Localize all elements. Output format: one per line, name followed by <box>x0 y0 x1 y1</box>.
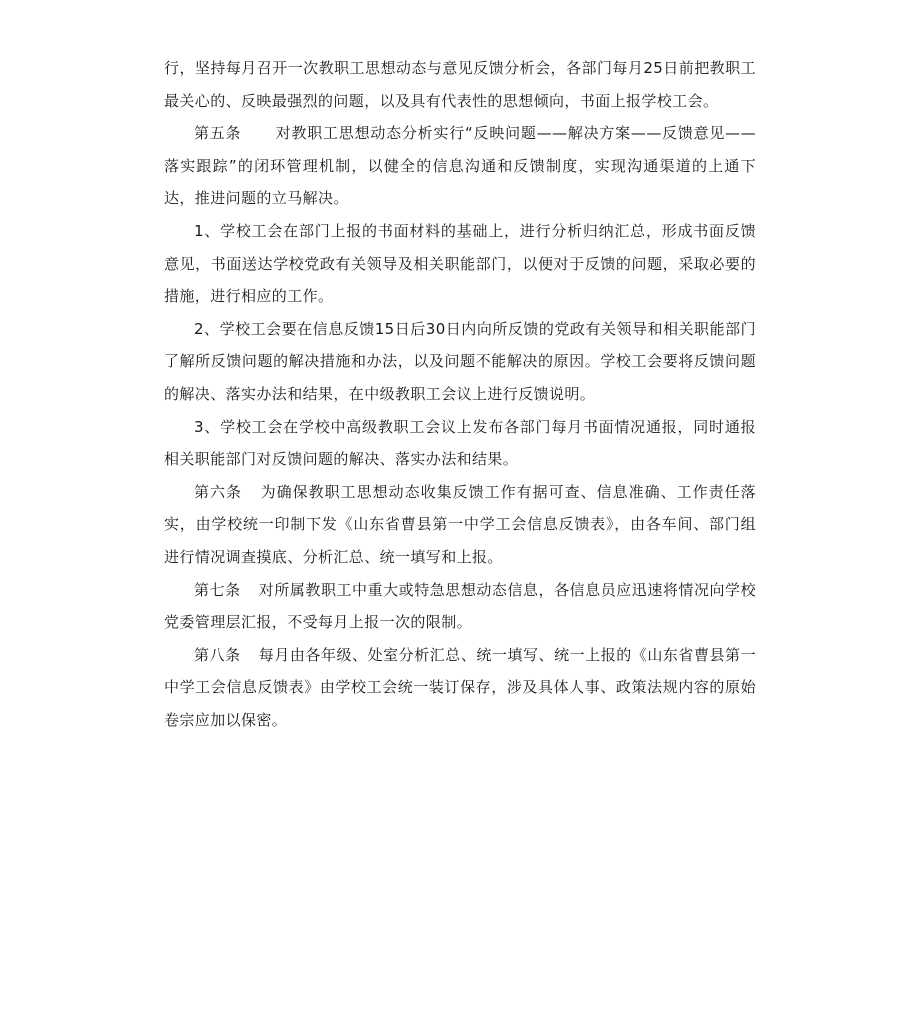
paragraph-item-1 <box>164 215 756 313</box>
paragraph-text: 每月由各年级、处室分析汇总、统一填写、统一上报的《山东省曹县第一中学工会信息反馈表》由学校工会统一装订保存，涉及具体人事、政策法规内容的原始卷宗应加以保密。 <box>164 645 757 729</box>
paragraph-text: 对所属教职工中重大或特急思想动态信息，各信息员应迅速将情况向学校党委管理层汇报，不受每月上报一次的限制。 <box>164 580 757 632</box>
paragraph-text: 对教职工思想动态分析实行“反映问题——解决方案——反馈意见——落实跟踪”的闭环管理机制，以健全的信息沟通和反馈制度，实现沟通渠道的上通下达，推进问题的立马解决。 <box>164 124 756 208</box>
paragraph-text: 1、学校工会在部门上报的书面材料的基础上，进行分析归纳汇总，形成书面反馈意见，书面送达学校党政有关领导及相关职能部门，以便对于反馈的问题，采取必要的措施，进行相应的工作。 <box>164 221 756 306</box>
paragraph-text: 3、学校工会在学校中高级教职工会议上发布各部门每月书面情况通报，同时通报相关职能部门对反馈问题的解决、落实办法和结果。 <box>164 417 756 469</box>
paragraph-continuation <box>164 52 756 117</box>
paragraph-text: 2、学校工会要在信息反馈15日后30日内向所反馈的党政有关领导和相关职能部门了解所反馈问题的解决措施和办法，以及问题不能解决的原因。学校工会要将反馈问题的解决、落实办法和结果，在中级教职工会议上进行反馈说明。 <box>164 319 756 403</box>
paragraph-article-5 <box>164 117 756 215</box>
paragraph-text: 行，坚持每月召开一次教职工思想动态与意见反馈分析会，各部门每月25日前把教职工最关心的、反映最强烈的问题，以及具有代表性的思想倾向，书面上报学校工会。 <box>164 59 756 110</box>
article-number: 第七条 <box>194 580 241 599</box>
article-number: 第八条 <box>194 645 241 664</box>
article-number: 第五条 <box>194 124 242 143</box>
article-number: 第六条 <box>194 482 242 501</box>
paragraph-item-3 <box>164 411 756 476</box>
paragraph-item-2 <box>164 313 756 411</box>
paragraph-text: 为确保教职工思想动态收集反馈工作有据可查、信息准确、工作责任落实，由学校统一印制下发《山东省曹县第一中学工会信息反馈表》，由各车间、部门组进行情况调查摸底、分析汇总、统一填写和上报。 <box>164 482 756 566</box>
paragraph-article-6 <box>164 476 756 574</box>
paragraph-article-7 <box>164 574 756 639</box>
paragraph-article-8 <box>164 639 756 737</box>
document-body <box>164 52 756 736</box>
